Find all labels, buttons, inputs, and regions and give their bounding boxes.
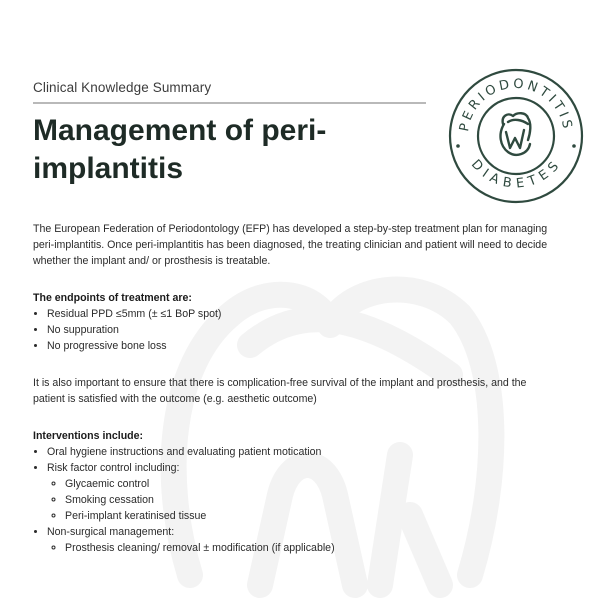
sublist-item: ◦ Peri-implant keratinised tissue — [65, 508, 553, 524]
list-item: • No suppuration — [47, 322, 553, 338]
svg-text:PERIODONTITIS: PERIODONTITIS — [457, 76, 575, 133]
list-item — [47, 444, 553, 460]
document-kicker: Clinical Knowledge Summary — [33, 80, 212, 95]
list-item — [47, 460, 553, 524]
list-item-label: Oral hygiene instructions and evaluating patient motication — [47, 446, 322, 458]
survival-paragraph: It is also important to ensure that there is complication-free survival of the implant and prosthesis, and the patient is satisfied with the outcome (e.g. aesthetic outcome) — [33, 377, 527, 405]
sublist-item: ◦ Prosthesis cleaning/ removal ± modification (if applicable) — [65, 540, 553, 556]
tooth-icon — [501, 113, 531, 155]
risk-factor-sublist — [47, 476, 553, 524]
svg-text:DIABETES: DIABETES — [467, 156, 565, 192]
document-body — [33, 221, 553, 577]
interventions-heading: Interventions include: — [33, 430, 144, 442]
interventions-list — [33, 444, 553, 556]
list-item: • No progressive bone loss — [47, 338, 553, 354]
periodontitis-diabetes-logo — [446, 66, 586, 206]
list-item: • Residual PPD ≤5mm (± ≤1 BoP spot) — [47, 306, 553, 322]
intro-paragraph: The European Federation of Periodontology (EFP) has developed a step-by-step treatment plan for managing peri-implantitis. Once peri-implantitis has been diagnosed, the treating clinician and patient will need to decide whether the implant and/ or prosthesis is treatable. — [33, 223, 548, 267]
kicker-divider — [33, 102, 426, 104]
non-surgical-sublist — [47, 540, 553, 556]
page-title: Management of peri-implantitis — [33, 114, 327, 185]
list-item — [47, 524, 553, 556]
endpoints-heading: The endpoints of treatment are: — [33, 292, 192, 304]
sublist-item: ◦ Glycaemic control — [65, 476, 553, 492]
sublist-item: ◦ Smoking cessation — [65, 492, 553, 508]
list-item-label: Non-surgical management: — [47, 526, 175, 538]
list-item-label: Risk factor control including: — [47, 462, 180, 474]
endpoints-list — [33, 306, 553, 354]
